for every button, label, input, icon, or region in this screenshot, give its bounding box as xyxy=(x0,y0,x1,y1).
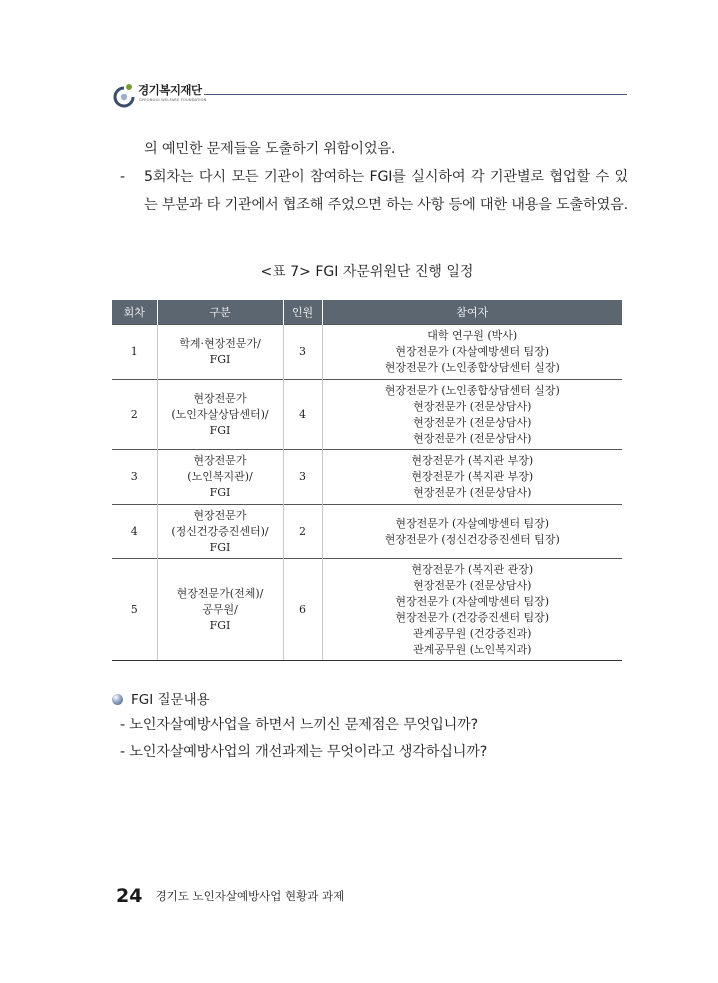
cell-type: 학계·현장전문가/ FGI xyxy=(157,325,283,380)
cell-type: 현장전문가 (노인복지관)/ FGI xyxy=(157,450,283,505)
cell-participants: 현장전문가 (복지관 관장) 현장전문가 (전문상담사) 현장전문가 (자살예방센터 팀장) 현장전문가 (건강증진센터 팀장) 관계공무원 (건강증진과) 관계공무원 (노인복지과) xyxy=(322,559,622,661)
cell-participants: 현장전문가 (자살예방센터 팀장) 현장전문가 (정신건강증진센터 팀장) xyxy=(322,505,622,559)
sphere-bullet-icon xyxy=(112,694,123,705)
body-line-1: 의 예민한 문제들을 도출하기 위함이었음. xyxy=(144,141,396,157)
questions-title xyxy=(112,688,210,708)
table-row xyxy=(112,505,622,559)
cell-type: 현장전문가 (정신건강증진센터)/ FGI xyxy=(157,505,283,559)
table-caption: <표 7> FGI 자문위원단 진행 일정 xyxy=(260,264,474,280)
cell-session: 1 xyxy=(112,325,157,380)
cell-count: 6 xyxy=(283,559,322,661)
cell-participants: 현장전문가 (노인종합상담센터 실장) 현장전문가 (전문상담사) 현장전문가 (전문상담사) 현장전문가 (전문상담사) xyxy=(322,380,622,450)
cell-type: 현장전문가(전체)/ 공무원/ FGI xyxy=(157,559,283,661)
cell-count: 3 xyxy=(283,450,322,505)
cell-count: 3 xyxy=(283,325,322,380)
cell-session: 2 xyxy=(112,380,157,450)
foundation-logo-icon xyxy=(112,82,138,108)
page-number: 24 xyxy=(116,885,143,907)
col-header-type: 구분 xyxy=(157,300,283,325)
page-footer xyxy=(116,885,344,907)
col-header-session: 회차 xyxy=(112,300,157,325)
fgi-schedule-table xyxy=(112,300,622,661)
table-row xyxy=(112,450,622,505)
page-header xyxy=(112,80,627,110)
question-item: - 노인자살예방사업의 개선과제는 무엇이라고 생각하십니까? xyxy=(120,744,488,760)
table-row xyxy=(112,380,622,450)
col-header-count: 인원 xyxy=(283,300,322,325)
org-name: 경기복지재단 xyxy=(138,83,202,97)
bullet-dash: - xyxy=(120,169,125,185)
cell-participants: 현장전문가 (복지관 부장) 현장전문가 (복지관 부장) 현장전문가 (전문상담사) xyxy=(322,450,622,505)
table-header-row xyxy=(112,300,622,325)
table-row xyxy=(112,559,622,661)
bullet-text: 5회차는 다시 모든 기관이 참여하는 FGI를 실시하여 각 기관별로 협업할 수 있는 부분과 타 기관에서 협조해 주었으면 하는 사항 등에 대한 내용을 도출하였음. xyxy=(144,169,628,213)
footer-title: 경기도 노인자살예방사업 현황과 과제 xyxy=(155,889,345,903)
question-item: - 노인자살예방사업을 하면서 느끼신 문제점은 무엇입니까? xyxy=(120,717,478,733)
cell-session: 3 xyxy=(112,450,157,505)
cell-participants: 대학 연구원 (박사) 현장전문가 (자살예방센터 팀장) 현장전문가 (노인종합상담센터 실장) xyxy=(322,325,622,380)
questions-title-text: FGI 질문내용 xyxy=(131,692,210,708)
cell-session: 4 xyxy=(112,505,157,559)
table-row xyxy=(112,325,622,380)
header-rule xyxy=(204,94,627,95)
org-sub-name: GYEONGGI WELFARE FOUNDATION xyxy=(139,98,207,102)
cell-count: 2 xyxy=(283,505,322,559)
cell-type: 현장전문가 (노인자살상담센터)/ FGI xyxy=(157,380,283,450)
body-bullet xyxy=(120,163,640,219)
cell-session: 5 xyxy=(112,559,157,661)
cell-count: 4 xyxy=(283,380,322,450)
col-header-participants: 참여자 xyxy=(322,300,622,325)
